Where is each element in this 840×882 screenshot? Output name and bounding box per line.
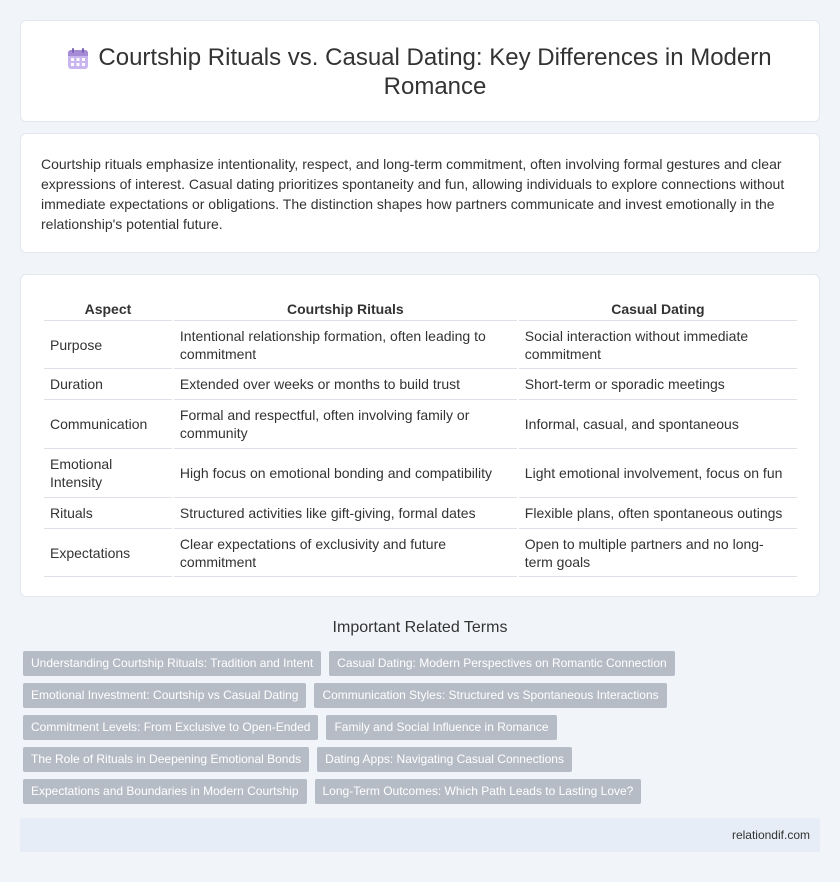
column-header-casual: Casual Dating [611,300,705,317]
table-cell-courtship: Extended over weeks or months to build trust [174,368,517,399]
table-cell-aspect: Duration [44,368,172,399]
related-term-tag[interactable]: Emotional Investment: Courtship vs Casual Dating [23,683,306,708]
table-header-row [44,296,797,320]
table-row [44,497,797,528]
related-terms-title: Important Related Terms [332,619,508,636]
table-row [44,320,797,368]
table-cell-casual: Flexible plans, often spontaneous outings [519,497,797,528]
table-cell-courtship: Clear expectations of exclusivity and future commitment [174,528,517,577]
table-row [44,448,797,497]
column-header-aspect: Aspect [84,300,132,317]
related-term-tag[interactable]: Expectations and Boundaries in Modern Courtship [23,779,307,804]
related-term-tag[interactable]: Family and Social Influence in Romance [326,715,556,740]
table-cell-courtship: Formal and respectful, often involving family or community [174,399,517,448]
related-terms-list [23,651,823,811]
comparison-table [42,296,799,577]
intro-paragraph: Courtship rituals emphasize intentionality, respect, and long-term commitment, often involving formal gestures and clear expressions of interest. Casual dating prioritizes spontaneity and fun, allowing individuals to explore connections without immediate expectations or obligations. The distinction shapes how partners communicate and invest emotionally in the relationship's potential future. [41,156,785,232]
related-term-tag[interactable]: Dating Apps: Navigating Casual Connections [317,747,572,772]
related-term-tag[interactable]: Long-Term Outcomes: Which Path Leads to Lasting Love? [315,779,642,804]
footer [20,818,820,852]
table-cell-courtship: Intentional relationship formation, often leading to commitment [174,320,517,368]
related-term-tag[interactable]: Communication Styles: Structured vs Spontaneous Interactions [314,683,666,708]
table-cell-casual: Open to multiple partners and no long-term goals [519,528,797,577]
table-row [44,399,797,448]
table-cell-aspect: Expectations [44,528,172,577]
table-cell-casual: Light emotional involvement, focus on fun [519,448,797,497]
table-cell-courtship: Structured activities like gift-giving, formal dates [174,497,517,528]
comparison-table-card [20,274,820,597]
related-term-tag[interactable]: Commitment Levels: From Exclusive to Open-Ended [23,715,318,740]
related-term-tag[interactable]: Casual Dating: Modern Perspectives on Romantic Connection [329,651,675,676]
table-cell-courtship: High focus on emotional bonding and compatibility [174,448,517,497]
table-cell-casual: Social interaction without immediate commitment [519,320,797,368]
table-cell-aspect: Emotional Intensity [44,448,172,497]
table-cell-casual: Informal, casual, and spontaneous [519,399,797,448]
intro-card [20,133,820,253]
table-cell-aspect: Rituals [44,497,172,528]
table-row [44,368,797,399]
header-card [20,20,820,122]
page-title: Courtship Rituals vs. Casual Dating: Key Differences in Modern Romance [98,44,772,100]
table-cell-aspect: Purpose [44,320,172,368]
column-header-courtship: Courtship Rituals [287,300,404,317]
footer-site-link[interactable]: relationdif.com [731,828,810,842]
related-term-tag[interactable]: Understanding Courtship Rituals: Tradition and Intent [23,651,321,676]
related-term-tag[interactable]: The Role of Rituals in Deepening Emotional Bonds [23,747,309,772]
table-cell-casual: Short-term or sporadic meetings [519,368,797,399]
table-cell-aspect: Communication [44,399,172,448]
table-row [44,528,797,577]
